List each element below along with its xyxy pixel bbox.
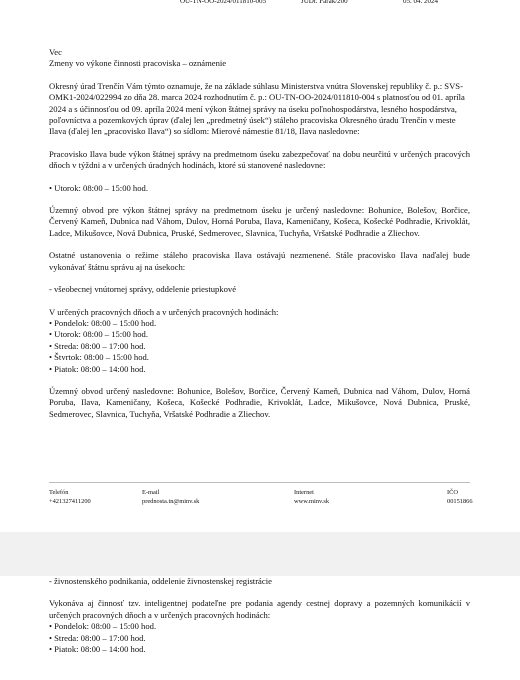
document-page-2 xyxy=(0,576,520,680)
paragraph-other-provisions: Ostatné ustanovenia o režime stáleho pracoviska Ilava ostávajú nezmenené. Stále pracovisko Ilava naďalej bude vykonávať štátnu správu aj na úsekoch: xyxy=(49,250,470,272)
footer-phone-label: Telefón xyxy=(49,489,69,496)
office-hours-item: • Utorok: 08:00 – 15:00 hod. xyxy=(49,329,148,340)
subject-line: Zmeny vo výkone činnosti pracoviska – oznámenie xyxy=(49,58,227,69)
paragraph-territory-2: Územný obvod určený nasledovne: Bohunice, Bolešov, Borčice, Červený Kameň, Dubnica nad Váhom, Dulov, Horná Poruba, Ilava, Kameničany, Košeca, Košecké Podhradie, Krivoklát, Ladce, Mikušovce, Nová Dubnica, Pruské, Sedmerovec, Slavnica, Tuchyňa, Vršatské Podhradie a Zliechov. xyxy=(49,385,470,419)
footer-web-value: www.minv.sk xyxy=(294,498,330,505)
department-item: - živnostenského podnikania, oddelenie živnostenskej registrácie xyxy=(49,576,272,586)
paragraph-intro: Okresný úrad Trenčín Vám týmto oznamuje, že na základe súhlasu Ministerstva vnútra Slovenskej republiky č. p.: SVS-OMK1-2024/022994 zo dňa 28. marca 2024 rozhodnutím č. p.: OU-TN-OO-2024/011810-004 s platnosťou od 01. apríla 2024 a s účinnosťou od 09. apríla 2024 mení výkon štátnej správy na úseku poľnohospodárstva, lesného hospodárstva, poľovníctva a pozemkových úprav (ďalej len „predmetný úsek“) stáleho pracoviska Okresného úradu Trenčín v meste Ilava (ďalej len „pracovisko Ilava“) so sídlom: Mierové námestie 81/18, Ilava nasledovne: xyxy=(49,80,465,137)
hours-intro: V určených pracovných dňoch a v určených pracovných hodinách: xyxy=(49,306,279,317)
footer-email-value: prednosta.tn@minv.sk xyxy=(142,498,200,505)
footer-email xyxy=(142,488,199,506)
footer-ico-value: 00151866 xyxy=(447,498,473,505)
office-hours-item: • Piatok: 08:00 – 14:00 hod. xyxy=(49,644,146,655)
office-hours-item: • Pondelok: 08:00 – 15:00 hod. xyxy=(49,621,157,632)
office-hours-item: • Pondelok: 08:00 – 15:00 hod. xyxy=(49,317,157,328)
department-item: - všeobecnej vnútornej správy, oddelenie priestupkové xyxy=(49,284,237,295)
footer-email-label: E-mail xyxy=(142,489,160,496)
handled-by: JUDr. Parák/200 xyxy=(301,0,348,5)
paragraph-schedule: Pracovisko Ilava bude výkon štátnej správy na predmetnom úseku zabezpečovať na dobu neurčitú v určených pracových dňoch v týždni a v určených úradných hodinách, ktoré sú stanovené nasledovne: xyxy=(49,148,470,171)
office-hours-item: • Streda: 08:00 – 17:00 hod. xyxy=(49,340,146,351)
office-hours-item: • Piatok: 08:00 – 14:00 hod. xyxy=(49,363,146,374)
paragraph-territory: Územný obvod pre výkon štátnej správy na predmetnom úseku je určený nasledovne: Bohunice, Bolešov, Borčice, Červený Kameň, Dubnica nad Váhom, Dulov, Horná Poruba, Ilava, Kameničany, Košeca, Košecké Podhradie, Krivoklát, Ladce, Mikušovce, Nová Dubnica, Pruské, Sedmerovec, Slavnica, Tuchyňa, Vršatské Podhradie a Zliechov. xyxy=(49,205,470,238)
reference-line xyxy=(0,0,520,8)
letter-footer xyxy=(49,482,473,505)
paragraph-smart-filing: Vykonáva aj činnosť tzv. inteligentnej podateľne pre podania agendy cestnej dopravy a pozemných komunikácií v určených pracovných dňoch a v určených pracovných hodinách: xyxy=(49,598,470,620)
footer-ico-label: IČO xyxy=(447,489,459,496)
footer-web-label: Internet xyxy=(294,489,314,496)
letter-date: 05. 04. 2024 xyxy=(403,0,438,5)
subject-label: Vec xyxy=(49,47,62,57)
office-hours-item: • Utorok: 08:00 – 15:00 hod. xyxy=(49,182,148,193)
our-reference-number: OU-TN-OO-2024/011810-005 xyxy=(180,0,267,5)
letter-body-continued xyxy=(49,576,470,655)
letter-body xyxy=(49,47,470,420)
footer-ico xyxy=(447,488,473,506)
page-separator xyxy=(0,532,520,576)
office-hours-item: • Streda: 08:00 – 17:00 hod. xyxy=(49,632,146,643)
office-hours-item: • Štvrtok: 08:00 – 15:00 hod. xyxy=(49,352,149,363)
footer-phone-value: +421327411200 xyxy=(49,498,91,505)
footer-phone xyxy=(49,488,91,506)
footer-web xyxy=(294,488,329,506)
